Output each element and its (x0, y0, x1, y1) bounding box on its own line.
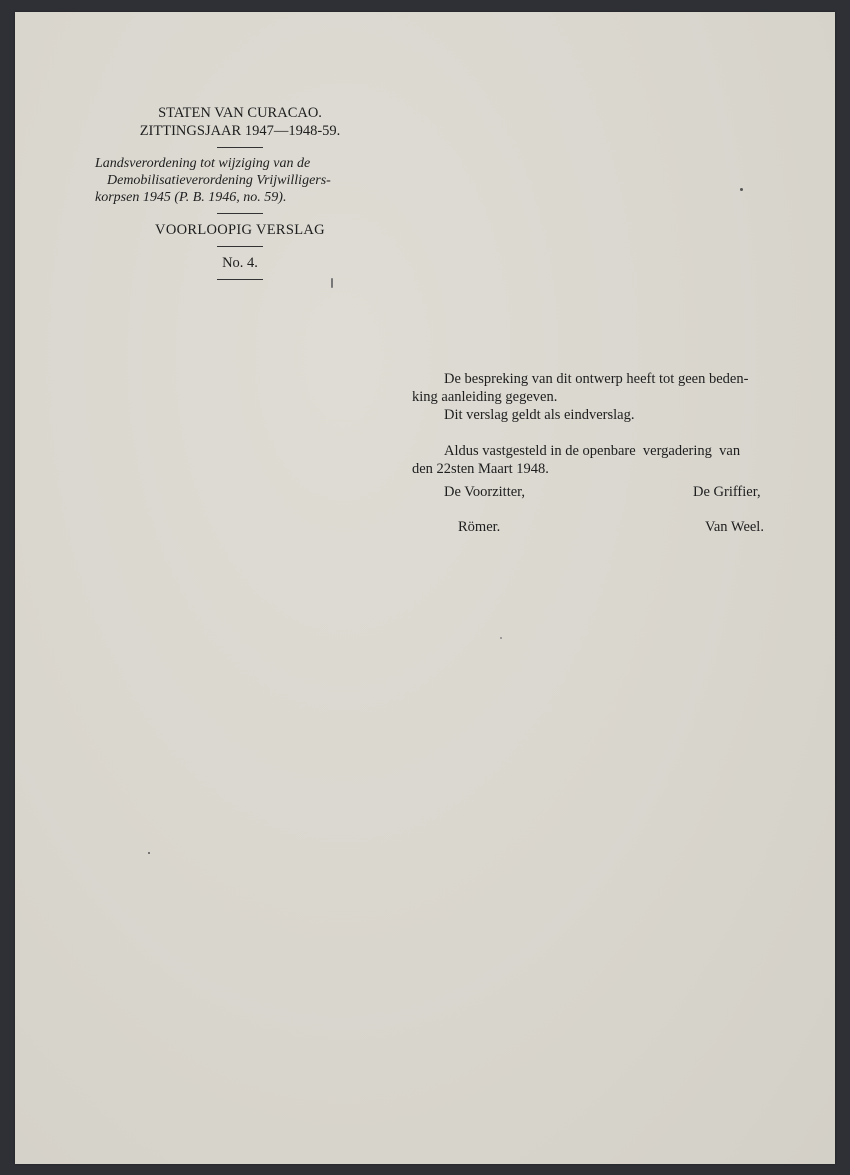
subject-line-2: Demobilisatieverordening Vrijwilligers- (107, 173, 331, 188)
paper-speck (148, 852, 150, 854)
ordinance-subject (95, 155, 385, 206)
report-body (412, 370, 808, 478)
paragraph-line: De bespreking van dit ontwerp heeft tot geen beden- (444, 371, 749, 387)
report-title: VOORLOOPIG VERSLAG (155, 222, 325, 238)
divider-rule (217, 213, 263, 214)
chair-name: Römer. (458, 519, 501, 535)
subject-line-3: korpsen 1945 (P. B. 1946, no. 59). (95, 190, 287, 205)
divider-rule (217, 246, 263, 247)
assembly-name: STATEN VAN CURACAO. (158, 105, 322, 121)
paper-speck (740, 188, 743, 191)
divider-rule (217, 279, 263, 280)
subject-line-1: Landsverordening tot wijziging van de (95, 156, 311, 171)
clerk-name: Van Weel. (705, 519, 764, 535)
document-page (15, 12, 835, 1164)
paragraph-line: king aanleiding gegeven. (412, 389, 558, 405)
paper-speck (331, 278, 333, 288)
paragraph-line: den 22sten Maart 1948. (412, 461, 549, 477)
paragraph-line: Aldus vastgesteld in de openbare vergadering van (444, 443, 741, 459)
session-year: ZITTINGSJAAR 1947—1948-59. (139, 123, 341, 139)
paper-speck (500, 637, 502, 639)
paragraph-line: Dit verslag geldt als eindverslag. (444, 407, 635, 423)
document-header (95, 104, 385, 287)
divider-rule (217, 147, 263, 148)
clerk-title: De Griffier, (693, 484, 761, 500)
chair-title: De Voorzitter, (444, 484, 526, 500)
report-number: No. 4. (222, 255, 258, 271)
